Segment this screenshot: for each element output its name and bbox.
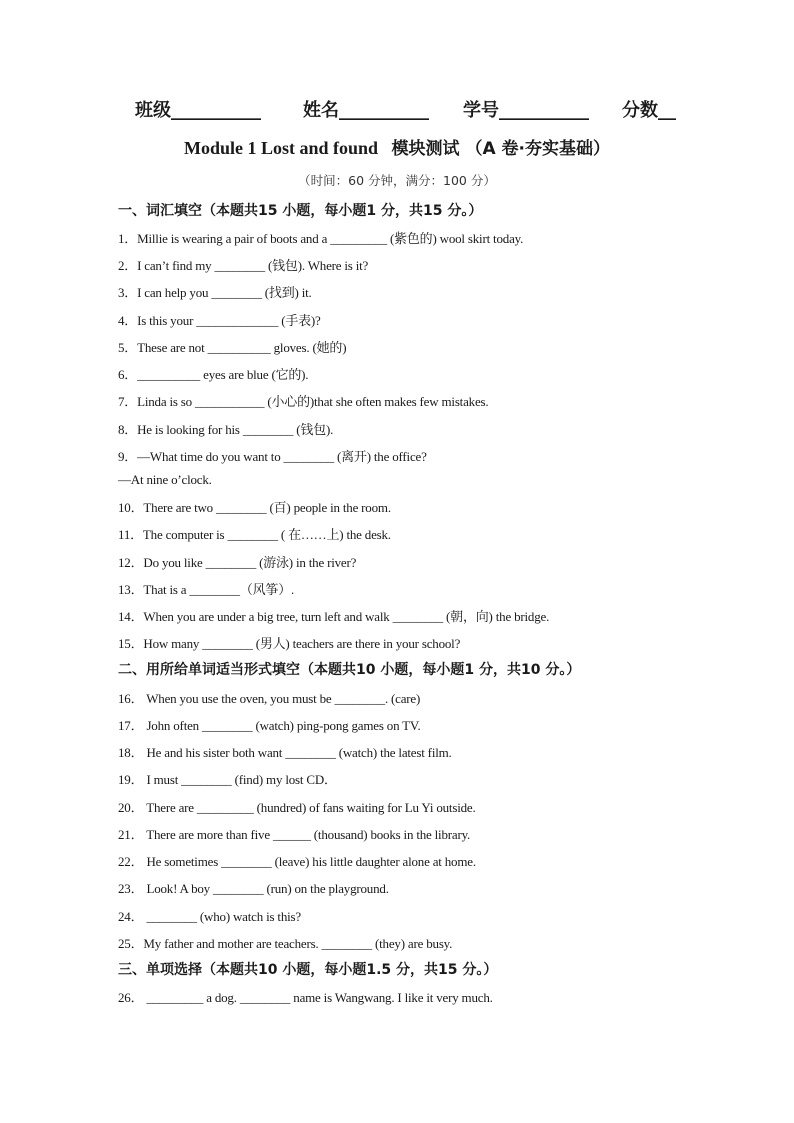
question-21: 21． There are more than five ______ (thousand) books in the library.	[118, 827, 471, 842]
question-3: 3．I can help you ________ (找到) it.	[118, 285, 312, 300]
section-heading-vocabulary: 一、词汇填空（本题共15 小题，每小题1 分，共15 分。）	[118, 203, 483, 219]
question-20: 20． There are _________ (hundred) of fans waiting for Lu Yi outside.	[118, 800, 476, 815]
question-19: 19． I must ________ (find) my lost CD．	[118, 772, 337, 787]
question-14: 14．When you are under a big tree, turn left and walk ________ (朝，向) the bridge.	[118, 609, 550, 624]
section-heading-word-forms: 二、用所给单词适当形式填空（本题共10 小题，每小题1 分，共10 分。）	[118, 662, 581, 678]
exam-title	[0, 134, 794, 159]
question-18: 18． He and his sister both want ________ (watch) the latest film.	[118, 745, 452, 760]
question-11: 11．The computer is ________ ( 在……上) the desk.	[118, 527, 391, 542]
question-10: 10．There are two ________ (百) people in the room.	[118, 500, 391, 515]
title-english: Module 1 Lost and found	[183, 138, 379, 158]
question-25: 25．My father and mother are teachers. ________ (they) are busy.	[118, 936, 453, 951]
score-field[interactable]: 分数__	[622, 100, 676, 121]
question-13: 13．That is a ________（风筝）.	[118, 582, 295, 597]
question-15: 15．How many ________ (男人) teachers are there in your school?	[118, 636, 461, 651]
question-8: 8．He is looking for his ________ (钱包).	[118, 422, 334, 437]
question-17: 17． John often ________ (watch) ping-pong games on TV.	[118, 718, 421, 733]
question-16: 16． When you use the oven, you must be ________. (care)	[118, 691, 421, 706]
question-24: 24． ________ (who) watch is this?	[118, 909, 301, 924]
question-4: 4．Is this your _____________ (手表)?	[118, 313, 321, 328]
question-23: 23． Look! A boy ________ (run) on the playground.	[118, 881, 389, 896]
question-12: 12．Do you like ________ (游泳) in the river?	[118, 555, 357, 570]
question-6: 6．__________ eyes are blue (它的).	[118, 367, 309, 382]
name-field[interactable]: 姓名__________	[303, 100, 429, 121]
question-7: 7．Linda is so ___________ (小心的)that she often makes few mistakes.	[118, 394, 489, 409]
class-field[interactable]: 班级__________	[135, 100, 261, 121]
question-5: 5．These are not __________ gloves. (她的)	[118, 340, 347, 355]
title-chinese: 模块测试 （A 卷·夯实基础）	[391, 139, 610, 159]
student-id-field[interactable]: 学号__________	[463, 100, 589, 121]
question-1: 1．Millie is wearing a pair of boots and a _________ (紫色的) wool skirt today.	[118, 231, 524, 246]
question-26: 26． _________ a dog. ________ name is Wangwang. I like it very much.	[118, 990, 493, 1005]
section-heading-multiple-choice: 三、单项选择（本题共10 小题，每小题1.5 分，共15 分。）	[118, 962, 498, 978]
question-9-answer-line: —At nine o’clock.	[118, 472, 212, 487]
exam-subtitle: （时间：60 分钟，满分：100 分）	[298, 173, 496, 188]
question-2: 2．I can’t find my ________ (钱包). Where is it?	[118, 258, 369, 273]
question-22: 22． He sometimes ________ (leave) his little daughter alone at home.	[118, 854, 476, 869]
question-9: 9．—What time do you want to ________ (离开) the office?	[118, 449, 427, 464]
